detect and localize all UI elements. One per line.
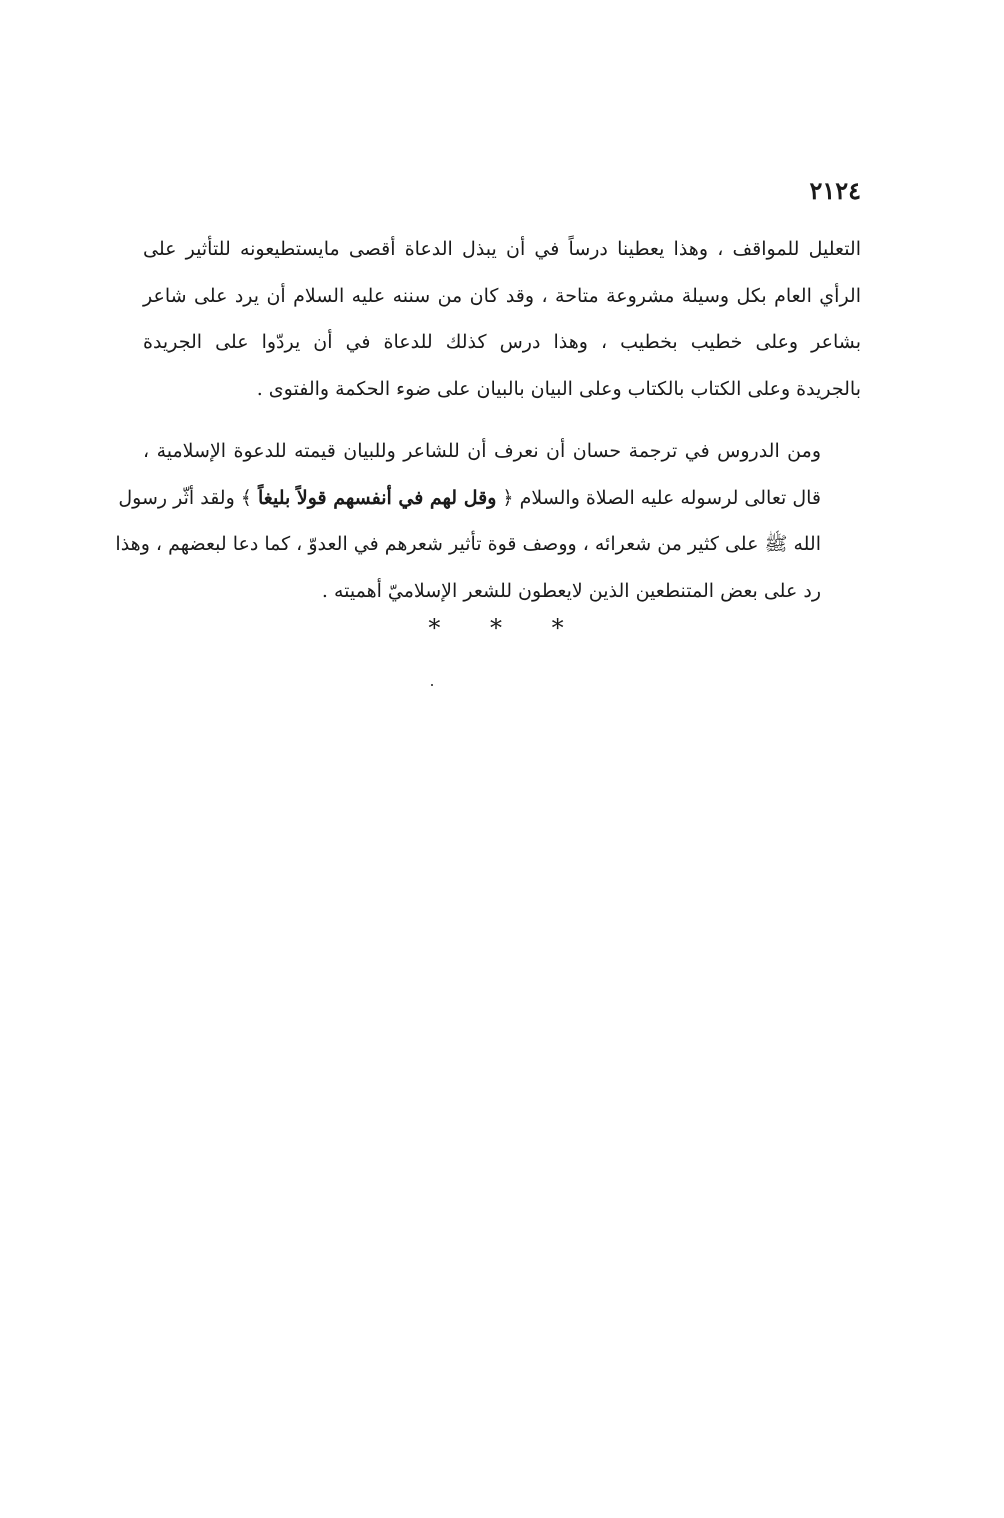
- paragraph-1-line-1: التعليل للمواقف ، وهذا يعطينا درساً في أن يبذل الدعاة أقصى مايستطيعونه للتأثير على: [143, 238, 861, 260]
- paragraph-2: [115, 428, 861, 614]
- paragraph-1-line-3: بشاعر وعلى خطيب بخطيب ، وهذا درس كذلك للدعاة في أن يردّوا على الجريدة: [143, 331, 861, 353]
- paragraph-2-line-2-before: قال تعالى لرسوله عليه الصلاة والسلام ﴿: [502, 486, 821, 509]
- separator-star: *: [428, 614, 459, 642]
- separator-star: *: [551, 614, 582, 642]
- paragraph-2-line-2: [118, 475, 861, 522]
- stray-dot: [431, 684, 433, 686]
- paragraph-2-line-2-after: ﴾ ولقد أثّر رسول: [118, 486, 252, 509]
- separator-star: *: [490, 614, 520, 642]
- paragraph-2-line-1: ومن الدروس في ترجمة حسان أن نعرف أن للشاعر وللبيان قيمته للدعوة الإسلامية ،: [143, 440, 821, 462]
- quran-quote: وقل لهم في أنفسهم قولاً بليغاً: [258, 486, 497, 509]
- paragraph-1: [143, 226, 861, 412]
- paragraph-1-line-2: الرأي العام بكل وسيلة مشروعة متاحة ، وقد كان من سننه عليه السلام أن يرد على شاعر: [143, 284, 861, 307]
- section-separator: [0, 614, 1004, 642]
- paragraph-1-line-4: بالجريدة وعلى الكتاب بالكتاب وعلى البيان بالبيان على ضوء الحكمة والفتوى .: [256, 377, 861, 400]
- paragraph-2-line-4: رد على بعض المتنطعين الذين لايعطون للشعر الإسلاميّ أهميته .: [321, 579, 821, 602]
- body-text: [115, 226, 861, 614]
- paragraph-2-line-3: الله ﷺ على كثير من شعرائه ، ووصف قوة تأثير شعرهم في العدوّ ، كما دعا لبعضهم ، وهذا: [115, 533, 821, 555]
- page-number: ٢١٢٤: [809, 176, 861, 205]
